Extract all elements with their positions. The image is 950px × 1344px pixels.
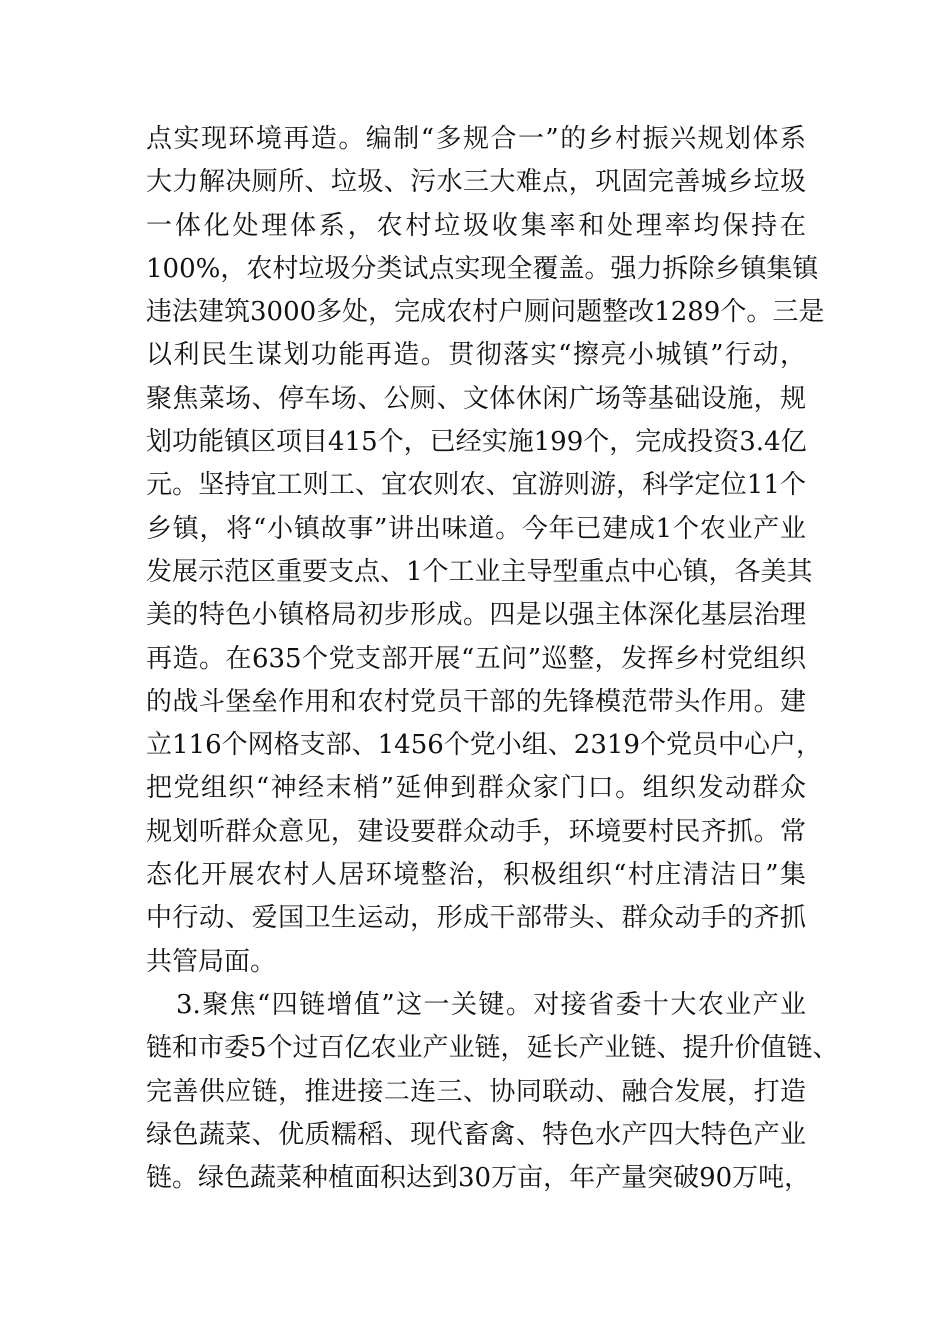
text-line: 美的特色小镇格局初步形成。四是以强主体深化基层治理 <box>146 600 806 631</box>
text-line: 发展示范区重要支点、1个工业主导型重点中心镇，各美其 <box>146 556 813 587</box>
text-line: 中行动、爱国卫生运动，形成干部带头、群众动手的齐抓 <box>146 903 806 934</box>
section-heading-line: 3.聚焦“四链增值”这一关键。对接省委十大农业产业 <box>176 989 806 1020</box>
text-line: 的战斗堡垒作用和农村党员干部的先锋模范带头作用。建 <box>146 686 806 717</box>
text-line: 一体化处理体系，农村垃圾收集率和处理率均保持在 <box>146 210 806 241</box>
text-line: 把党组织“神经末梢”延伸到群众家门口。组织发动群众 <box>146 773 806 804</box>
text-line: 划功能镇区项目415个，已经实施199个，完成投资3.4亿 <box>146 427 807 458</box>
text-line: 违法建筑3000多处，完成农村户厕问题整改1289个。三是 <box>146 297 825 328</box>
text-line: 点实现环境再造。编制“多规合一”的乡村振兴规划体系 <box>146 124 806 154</box>
text-line: 链。绿色蔬菜种植面积达到30万亩，年产量突破90万吨， <box>146 1163 811 1194</box>
text-line: 100%，农村垃圾分类试点实现全覆盖。强力拆除乡镇集镇 <box>146 253 819 284</box>
text-line: 链和市委5个过百亿农业产业链，延长产业链、提升价值链、 <box>146 1033 839 1064</box>
text-line: 绿色蔬菜、优质糯稻、现代畜禽、特色水产四大特色产业 <box>146 1119 806 1150</box>
text-line: 聚焦菜场、停车场、公厕、文体休闲广场等基础设施，规 <box>146 383 806 414</box>
text-line: 完善供应链，推进接二连三、协同联动、融合发展，打造 <box>146 1076 806 1107</box>
text-line: 元。坚持宜工则工、宜农则农、宜游则游，科学定位11个 <box>146 470 806 501</box>
text-line: 规划听群众意见，建设要群众动手，环境要村民齐抓。常 <box>146 816 806 847</box>
text-line: 大力解决厕所、垃圾、污水三大难点，巩固完善城乡垃圾 <box>146 167 806 198</box>
text-line: 共管局面。 <box>146 946 277 977</box>
text-line: 再造。在635个党支部开展“五问”巡整，发挥乡村党组织 <box>146 643 806 674</box>
text-line: 以利民生谋划功能再造。贯彻落实“擦亮小城镇”行动， <box>146 340 806 371</box>
body-text <box>146 118 839 1200</box>
text-line: 态化开展农村人居环境整治，积极组织“村庄清洁日”集 <box>146 860 806 891</box>
text-line: 乡镇，将“小镇故事”讲出味道。今年已建成1个农业产业 <box>146 513 806 544</box>
text-line: 立116个网格支部、1456个党小组、2319个党员中心户， <box>146 730 822 761</box>
